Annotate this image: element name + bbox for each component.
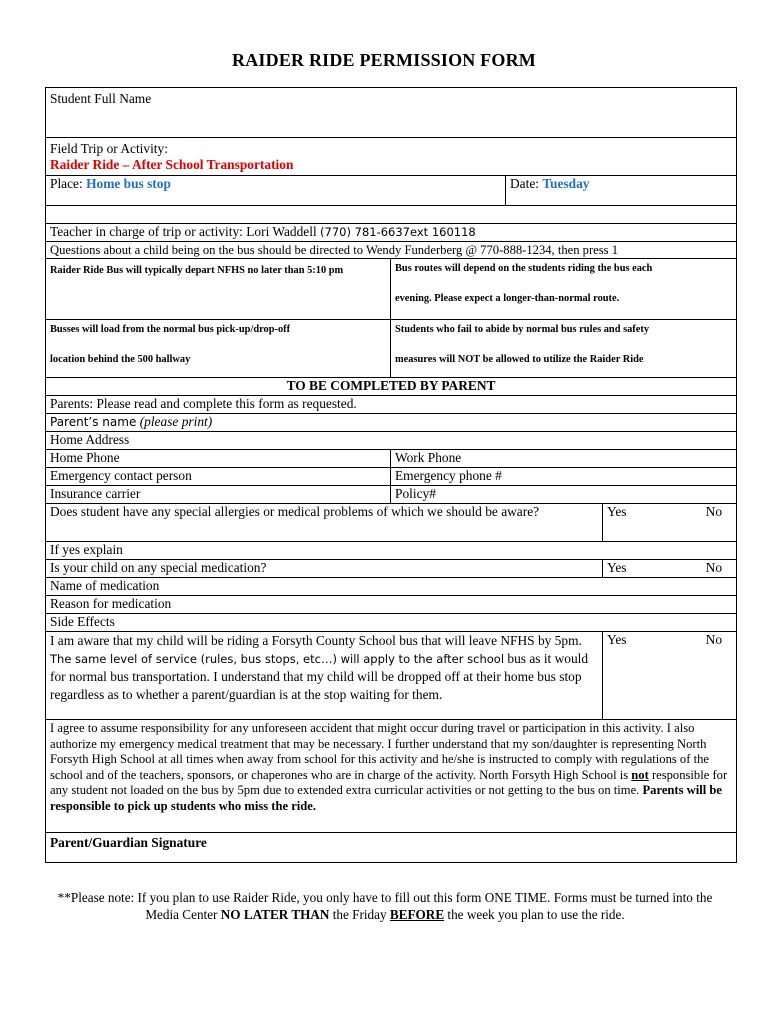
signature-field[interactable]: Parent/Guardian Signature	[46, 833, 737, 863]
yes-option[interactable]: Yes	[607, 632, 627, 647]
if-yes-explain-field[interactable]: If yes explain	[46, 542, 737, 560]
allergies-yes-no[interactable]	[603, 504, 737, 542]
emergency-phone-field[interactable]: Emergency phone #	[391, 468, 737, 486]
medication-yes-no[interactable]	[603, 560, 737, 578]
activity-field	[46, 138, 737, 176]
student-name-label: Student Full Name	[50, 91, 152, 106]
medication-reason-field[interactable]: Reason for medication	[46, 596, 737, 614]
date-field	[506, 176, 737, 206]
routes-line-1: Bus routes will depend on the students riding the bus each	[395, 263, 653, 274]
home-address-field[interactable]: Home Address	[46, 432, 737, 450]
note-text-2: the Friday	[332, 907, 387, 922]
blank-row	[46, 206, 737, 224]
no-option[interactable]: No	[705, 632, 723, 647]
rules-line-2: measures will NOT be allowed to utilize the Raider Ride	[395, 354, 644, 365]
routes-info	[391, 259, 737, 320]
form-title: RAIDER RIDE PERMISSION FORM	[232, 50, 536, 70]
load-line-2: location behind the 500 hallway	[50, 354, 191, 365]
permission-form-table	[45, 87, 737, 863]
teacher-field	[46, 224, 737, 242]
teacher-phone: (770) 781-6637ext 160118	[320, 225, 476, 239]
medication-name-field[interactable]: Name of medication	[46, 578, 737, 596]
load-line-1: Busses will load from the normal bus pick-up/drop-off	[50, 324, 291, 335]
terms-bold: Parents will be responsible to pick up students who miss the ride.	[50, 783, 723, 813]
place-field	[46, 176, 506, 206]
place-value: Home bus stop	[86, 176, 171, 191]
footer-note	[40, 889, 730, 923]
depart-text: Raider Ride Bus will typically depart NFHS no later than 5:10 pm	[50, 265, 344, 276]
parent-name-field[interactable]	[46, 414, 737, 432]
yes-option[interactable]: Yes	[607, 560, 627, 575]
parent-section-header: TO BE COMPLETED BY PARENT	[46, 378, 737, 396]
routes-line-2: evening. Please expect a longer-than-normal route.	[395, 293, 620, 304]
date-value: Tuesday	[542, 176, 590, 191]
allergies-question: Does student have any special allergies or medical problems of which we should be aware?	[46, 504, 603, 542]
insurance-field[interactable]: Insurance carrier	[46, 486, 391, 504]
awareness-yes-no[interactable]	[603, 632, 737, 720]
note-bold-2: BEFORE	[389, 907, 445, 922]
emergency-contact-field[interactable]: Emergency contact person	[46, 468, 391, 486]
terms-not: not	[631, 767, 649, 782]
aware-text-3: bus as it would for normal bus transportation. I understand that my child will be dropped off at their home bus stop regardless as to whether a parent/guardian is at the stop waiting for them.	[50, 650, 589, 702]
place-label: Place:	[50, 176, 83, 191]
parent-name-label: Parent’s name	[50, 415, 137, 429]
responsibility-terms	[46, 720, 737, 833]
no-option[interactable]: No	[705, 504, 723, 519]
aware-text-2: The same level of service (rules, bus stops, etc…) will apply to the after school	[50, 651, 505, 666]
depart-info	[46, 259, 391, 320]
terms-text-1: I agree to assume responsibility for any unforeseen accident that might occur during travel or participation in this activity. I also authorize my emergency medical treatment that may be necessary. I further understand that my son/daughter is representing North Forsyth High School at all times when away from school for this activity and he/she is instructed to comply with regulations of the school and of the teachers, sponsors, or chaperones who are in charge of the activity. North Forsyth High School is	[50, 721, 709, 782]
parents-instruction: Parents: Please read and complete this form as requested.	[46, 396, 737, 414]
side-effects-field[interactable]: Side Effects	[46, 614, 737, 632]
rules-line-1: Students who fail to abide by normal bus rules and safety	[395, 324, 650, 335]
date-label: Date:	[510, 176, 539, 191]
note-text-3: the week you plan to use the ride.	[447, 907, 625, 922]
note-bold-1: NO LATER THAN	[220, 907, 330, 922]
home-phone-field[interactable]: Home Phone	[46, 450, 391, 468]
note-text-1: **Please note: If you plan to use Raider Ride, you only have to fill out this form ONE TIME. Forms must be turned into the Media Center	[57, 890, 713, 922]
activity-value: Raider Ride – After School Transportation	[50, 157, 294, 172]
load-info	[46, 320, 391, 378]
awareness-statement	[46, 632, 603, 720]
rules-info	[391, 320, 737, 378]
parent-name-hint: (please print)	[139, 414, 213, 429]
teacher-label: Teacher in charge of trip or activity: Lori Waddell	[50, 224, 317, 239]
field-trip-label: Field Trip or Activity:	[50, 141, 168, 156]
medication-question: Is your child on any special medication?	[46, 560, 603, 578]
policy-field[interactable]: Policy#	[391, 486, 737, 504]
questions-contact: Questions about a child being on the bus should be directed to Wendy Funderberg @ 770-888-1234, then press 1	[46, 242, 737, 259]
no-option[interactable]: No	[705, 560, 723, 575]
aware-text-1: I am aware that my child will be riding a Forsyth County School bus that will leave NFHS by 5pm.	[50, 633, 582, 648]
student-name-field[interactable]	[46, 88, 737, 138]
terms-text-2: responsible for any student not loaded on the bus by 5pm due to extended extra curricular activities or not getting to the bus on time.	[50, 767, 728, 798]
yes-option[interactable]: Yes	[607, 504, 627, 519]
work-phone-field[interactable]: Work Phone	[391, 450, 737, 468]
